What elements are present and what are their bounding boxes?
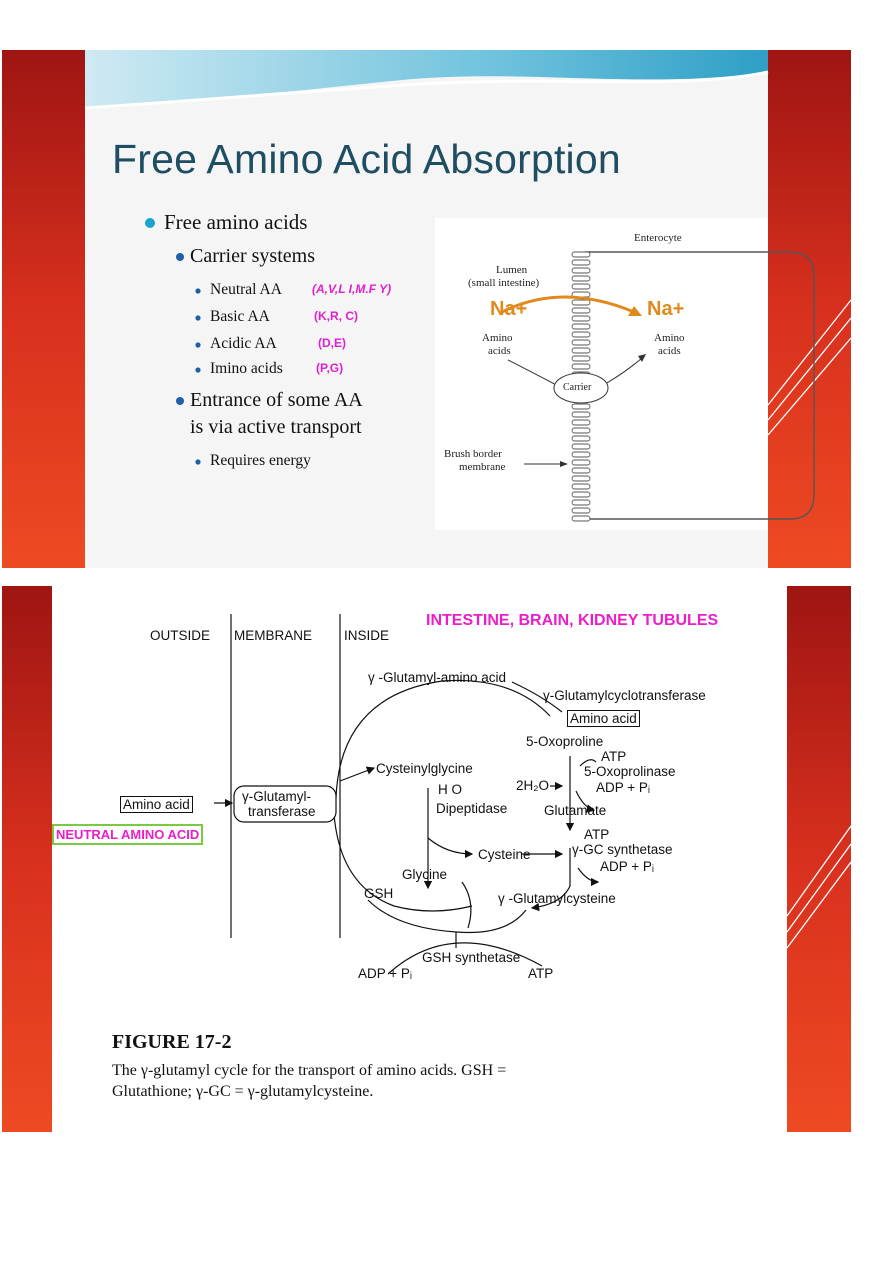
- microvillus: [572, 276, 590, 281]
- label-small-intestine: (small intestine): [468, 277, 540, 289]
- neutral-amino-acid-label: NEUTRAL AMINO ACID: [52, 824, 203, 845]
- gsh: GSH: [364, 886, 394, 901]
- adp-pi-3: ADP + Pᵢ: [358, 966, 413, 981]
- microvillus: [572, 260, 590, 265]
- acidic-aa-tag: (D,E): [318, 336, 346, 350]
- bullet-dot: [195, 459, 200, 464]
- bullet-entrance-line1: Entrance of some AA: [190, 389, 363, 411]
- gc-synthetase: γ-GC synthetase: [572, 842, 673, 857]
- label-acids-left: acids: [488, 345, 511, 357]
- bullet-dot: [195, 288, 200, 293]
- bullet-dot: [195, 315, 200, 320]
- header-inside: INSIDE: [344, 628, 390, 643]
- bullet-dot: [176, 253, 184, 261]
- bullet-dot: [195, 342, 200, 347]
- transferase-line2: transferase: [248, 804, 316, 819]
- label-lumen: Lumen: [496, 264, 528, 276]
- slide-title: Free Amino Acid Absorption: [112, 136, 621, 182]
- bullet-free-amino-acids: Free amino acids: [164, 210, 308, 234]
- oxoproline: 5-Oxoproline: [526, 734, 604, 749]
- microvillus: [572, 356, 590, 361]
- microvillus: [572, 340, 590, 345]
- microvillus: [572, 300, 590, 305]
- neutral-aa-tag: (A,V,L I,M.F Y): [312, 282, 392, 296]
- glutamyl-amino-acid: γ -Glutamyl-amino acid: [368, 670, 507, 685]
- water: H O: [438, 782, 463, 797]
- water-2: 2H₂O: [516, 778, 549, 793]
- microvillus: [572, 492, 590, 497]
- microvillus: [572, 436, 590, 441]
- figure-title: FIGURE 17-2: [112, 1031, 232, 1053]
- slide1-background: [2, 50, 851, 568]
- diagram-panel: [435, 218, 768, 530]
- glycine: Glycine: [402, 867, 448, 882]
- label-enterocyte: Enterocyte: [634, 232, 682, 244]
- oxoprolinase: 5-Oxoprolinase: [584, 764, 676, 779]
- microvillus: [572, 284, 590, 289]
- label-acids-right: acids: [658, 345, 681, 357]
- microvillus: [572, 452, 590, 457]
- bullet-dot: [176, 397, 184, 405]
- microvillus: [572, 316, 590, 321]
- bullet-basic-aa: Basic AA: [210, 308, 270, 325]
- header-outside: OUTSIDE: [150, 628, 211, 643]
- microvillus: [572, 252, 590, 257]
- microvillus: [572, 428, 590, 433]
- label-membrane: membrane: [459, 461, 506, 473]
- amino-acid-output: Amino acid: [567, 710, 640, 727]
- cysteinylglycine: Cysteinylglycine: [376, 761, 473, 776]
- glutamate: Glutamate: [544, 803, 607, 818]
- microvillus: [572, 364, 590, 369]
- slide-gamma-glutamyl-cycle: [2, 586, 851, 1132]
- figure-caption: The γ-glutamyl cycle for the transport of amino acids. GSH = Glutathione; γ-GC = γ-glutamylcysteine.: [112, 1062, 507, 1100]
- microvillus: [572, 516, 590, 521]
- dipeptidase: Dipeptidase: [436, 801, 508, 816]
- microvillus: [572, 308, 590, 313]
- microvillus: [572, 332, 590, 337]
- amino-acid-input: Amino acid: [120, 796, 193, 813]
- bullet-acidic-aa: Acidic AA: [210, 335, 277, 352]
- bullet-dot: [195, 367, 200, 372]
- microvillus: [572, 420, 590, 425]
- label-carrier: Carrier: [563, 382, 592, 393]
- microvillus: [572, 404, 590, 409]
- basic-aa-tag: (K,R, C): [314, 309, 358, 323]
- gsh-synthetase: GSH synthetase: [422, 950, 521, 965]
- microvillus: [572, 484, 590, 489]
- bullet-neutral-aa: Neutral AA: [210, 281, 282, 298]
- microvillus: [572, 348, 590, 353]
- label-amino-right: Amino: [654, 332, 685, 344]
- bullet-carrier-systems: Carrier systems: [190, 245, 315, 267]
- microvillus: [572, 468, 590, 473]
- microvillus: [572, 508, 590, 513]
- adp-pi-1: ADP + Pᵢ: [596, 780, 651, 795]
- slide-free-amino-acid-absorption: [2, 50, 851, 568]
- label-sodium-right: Na+: [647, 298, 685, 320]
- microvillus: [572, 324, 590, 329]
- atp-3: ATP: [528, 966, 554, 981]
- microvillus: [572, 444, 590, 449]
- glutamylcysteine: γ -Glutamylcysteine: [498, 891, 616, 906]
- header-membrane: MEMBRANE: [234, 628, 313, 643]
- adp-pi-2: ADP + Pᵢ: [600, 859, 655, 874]
- bullet-requires-energy: Requires energy: [210, 452, 311, 469]
- microvillus: [572, 476, 590, 481]
- label-amino-left: Amino: [482, 332, 513, 344]
- bullet-dot: [145, 218, 155, 228]
- cyclotransferase: γ-Glutamylcyclotransferase: [543, 688, 706, 703]
- transferase-line1: γ-Glutamyl-: [242, 789, 312, 804]
- bullet-entrance-line2: is via active transport: [190, 416, 362, 438]
- atp-2: ATP: [584, 827, 610, 842]
- atp-1: ATP: [601, 749, 627, 764]
- label-brush-border: Brush border: [444, 448, 502, 460]
- cysteine: Cysteine: [478, 847, 531, 862]
- microvillus: [572, 268, 590, 273]
- microvillus: [572, 412, 590, 417]
- label-sodium-left: Na+: [490, 298, 528, 320]
- microvillus: [572, 460, 590, 465]
- imino-acids-tag: (P,G): [316, 361, 344, 375]
- bullet-imino-acids: Imino acids: [210, 360, 283, 377]
- tissues-label: INTESTINE, BRAIN, KIDNEY TUBULES: [426, 612, 719, 629]
- microvillus: [572, 500, 590, 505]
